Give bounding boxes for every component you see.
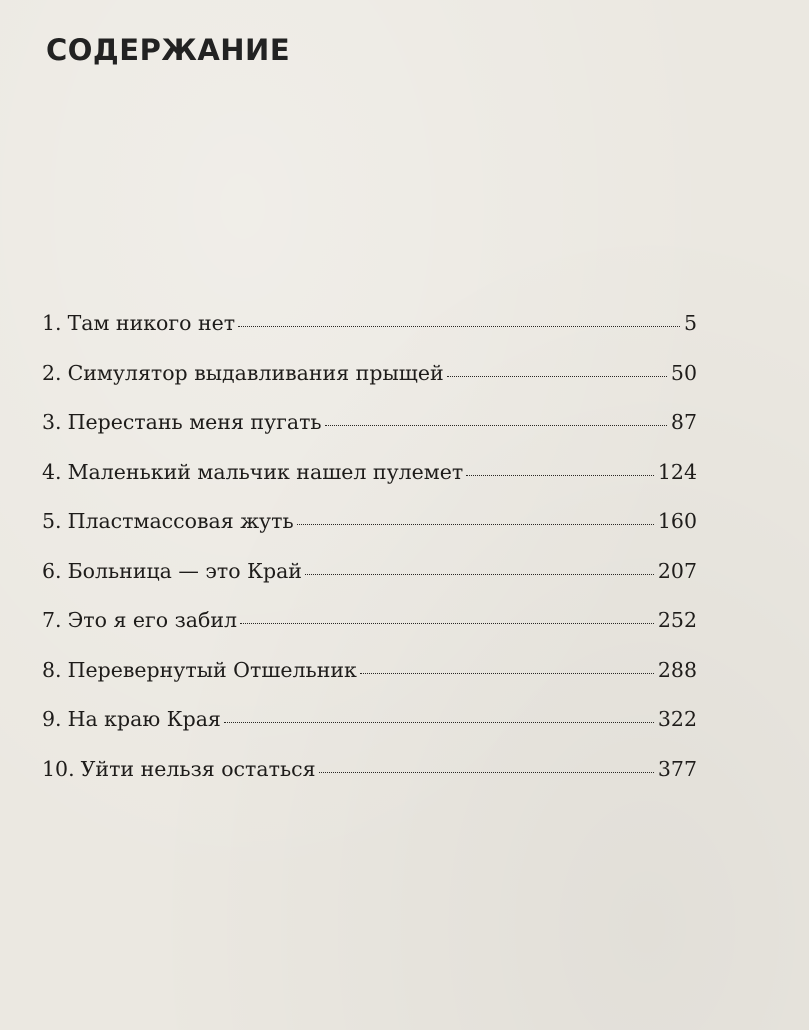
toc-entry <box>42 460 697 510</box>
dot-leader <box>305 574 654 575</box>
dot-leader <box>466 475 654 476</box>
toc-entry-number: 4. <box>42 459 62 484</box>
toc-entry-title: Это я его забил <box>67 608 238 632</box>
toc-entry-title: На краю Края <box>67 707 221 731</box>
toc-entry-number: 3. <box>42 410 62 434</box>
toc-entry-title: Там никого нет <box>67 311 236 335</box>
toc-entry <box>42 707 697 757</box>
toc-entry <box>42 757 697 807</box>
toc-entry-page-number: 377 <box>657 756 697 781</box>
toc-entry-title: Уйти нельзя остаться <box>80 756 316 781</box>
toc-entry-page-number: 160 <box>657 509 697 533</box>
toc-entry-page-number: 252 <box>657 608 697 632</box>
dot-leader <box>238 326 680 327</box>
toc-entry-number: 9. <box>42 707 62 731</box>
toc-entry <box>42 509 697 559</box>
toc-entry-page-number: 207 <box>657 558 697 583</box>
toc-entry-title: Перестань меня пугать <box>67 410 322 434</box>
dot-leader <box>447 376 667 377</box>
toc-entry-title: Больница — это Край <box>67 558 302 583</box>
toc-entry-number: 6. <box>42 558 62 583</box>
dot-leader <box>240 623 654 624</box>
toc-entry-title: Маленький мальчик нашел пулемет <box>67 459 464 484</box>
dot-leader <box>360 673 654 674</box>
toc-entry-title: Перевернутый Отшельник <box>67 657 357 682</box>
toc-entry <box>42 559 697 609</box>
toc-entry-page-number: 124 <box>657 459 697 484</box>
page-title: СОДЕРЖАНИЕ <box>46 33 291 67</box>
toc-entry-page-number: 288 <box>657 657 697 682</box>
toc-entry-page-number: 50 <box>670 360 697 385</box>
toc-entry <box>42 361 697 411</box>
toc-entry-number: 10. <box>42 756 75 781</box>
toc-entry <box>42 658 697 708</box>
toc-entry-number: 8. <box>42 657 62 682</box>
toc-entry <box>42 410 697 460</box>
toc-entry-number: 5. <box>42 509 62 533</box>
dot-leader <box>297 524 654 525</box>
toc-entry-number: 2. <box>42 360 62 385</box>
toc-entry-page-number: 5 <box>683 311 697 335</box>
toc-entry-page-number: 322 <box>657 707 697 731</box>
dot-leader <box>325 425 667 426</box>
toc-entry-number: 1. <box>42 311 62 335</box>
dot-leader <box>319 772 654 773</box>
dot-leader <box>224 722 654 723</box>
toc-entry <box>42 311 697 361</box>
table-of-contents <box>42 311 697 806</box>
toc-entry-title: Пластмассовая жуть <box>67 509 294 533</box>
toc-entry <box>42 608 697 658</box>
toc-entry-number: 7. <box>42 608 62 632</box>
toc-entry-page-number: 87 <box>670 410 697 434</box>
toc-entry-title: Симулятор выдавливания прыщей <box>67 360 444 385</box>
